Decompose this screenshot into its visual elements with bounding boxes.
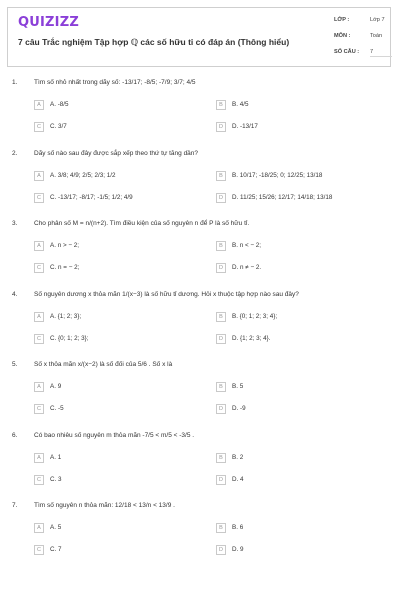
option-letter-box[interactable]: C (34, 404, 44, 414)
meta-count-value: 7 (370, 49, 392, 57)
answer-option-d[interactable] (216, 122, 386, 134)
option-letter-box[interactable]: D (216, 404, 226, 414)
option-letter-box[interactable]: D (216, 263, 226, 273)
answer-option-c[interactable] (34, 545, 204, 557)
question-text: Dãy số nào sau đây được sắp xếp theo thứ tự tăng dần? (34, 149, 199, 157)
option-text: C. 7 (50, 546, 62, 553)
answer-option-d[interactable] (216, 334, 386, 346)
option-letter-box[interactable]: C (34, 545, 44, 555)
option-text: D. 9 (232, 546, 244, 553)
option-text: C. 3/7 (50, 123, 67, 130)
option-letter-box[interactable]: D (216, 193, 226, 203)
answer-option-a[interactable] (34, 453, 204, 465)
option-letter-box[interactable]: A (34, 523, 44, 533)
option-letter-box[interactable]: D (216, 122, 226, 132)
answer-option-b[interactable] (216, 100, 386, 112)
answer-option-c[interactable] (34, 404, 204, 416)
answer-option-b[interactable] (216, 312, 386, 324)
meta-subject-row (334, 30, 392, 46)
option-letter-box[interactable]: B (216, 523, 226, 533)
option-text: A. n > − 2; (50, 242, 80, 249)
answer-option-a[interactable] (34, 382, 204, 394)
question-6 (0, 432, 400, 492)
question-1 (0, 79, 400, 139)
question-number: 3. (12, 220, 18, 227)
question-5 (0, 361, 400, 421)
meta-count-label: SỐ CÂU : (334, 49, 360, 55)
option-text: C. -13/17; -8/17; -1/5; 1/2; 4/9 (50, 193, 133, 201)
answer-option-c[interactable] (34, 263, 204, 275)
option-letter-box[interactable]: A (34, 312, 44, 322)
question-text: Tìm số nhỏ nhất trong dãy số: -13/17; -8/5; -7/9; 3/7; 4/5 (34, 79, 196, 86)
answer-option-b[interactable] (216, 382, 386, 394)
option-text: B. 4/5 (232, 101, 249, 108)
answer-option-d[interactable] (216, 545, 386, 557)
question-4 (0, 291, 400, 351)
option-text: B. 2 (232, 453, 244, 461)
option-text: B. {0; 1; 2; 3; 4}; (232, 312, 278, 320)
answer-option-d[interactable] (216, 404, 386, 416)
option-text: D. {1; 2; 3; 4}. (232, 334, 271, 342)
option-text: B. 6 (232, 524, 244, 531)
option-letter-box[interactable]: A (34, 241, 44, 251)
option-text: C. {0; 1; 2; 3}; (50, 334, 89, 342)
answer-option-a[interactable] (34, 523, 204, 535)
option-letter-box[interactable]: D (216, 334, 226, 344)
option-text: D. 4 (232, 475, 244, 483)
question-number: 4. (12, 290, 18, 298)
question-number: 6. (12, 431, 18, 439)
option-text: A. 5 (50, 524, 62, 531)
option-letter-box[interactable]: C (34, 193, 44, 203)
meta-count-row (334, 46, 392, 62)
meta-subject-label: MÔN : (334, 33, 351, 39)
option-text: A. 9 (50, 383, 62, 390)
question-number: 5. (12, 361, 18, 368)
option-letter-box[interactable]: A (34, 171, 44, 181)
quizizz-logo: QUIZIZZ (18, 15, 79, 30)
answer-option-a[interactable] (34, 171, 204, 183)
option-text: D. n ≠ − 2. (232, 264, 262, 271)
option-letter-box[interactable]: C (34, 475, 44, 485)
answer-option-c[interactable] (34, 475, 204, 487)
answer-option-d[interactable] (216, 475, 386, 487)
option-letter-box[interactable]: A (34, 100, 44, 110)
option-text: B. 5 (232, 383, 244, 390)
option-letter-box[interactable]: A (34, 382, 44, 392)
option-text: B. 10/17; -18/25; 0; 12/25; 13/18 (232, 171, 323, 179)
answer-option-c[interactable] (34, 193, 204, 205)
answer-option-d[interactable] (216, 193, 386, 205)
meta-class-row (334, 14, 392, 30)
question-number: 7. (12, 502, 18, 509)
option-letter-box[interactable]: C (34, 122, 44, 132)
option-letter-box[interactable]: B (216, 382, 226, 392)
option-letter-box[interactable]: C (34, 263, 44, 273)
option-text: A. 3/8; 4/9; 2/5; 2/3; 1/2 (50, 171, 116, 179)
answer-option-c[interactable] (34, 122, 204, 134)
question-2 (0, 150, 400, 210)
option-letter-box[interactable]: A (34, 453, 44, 463)
question-text: Số nguyên dương x thỏa mãn 1/(x−3) là số hữu tỉ dương. Hỏi x thuộc tập hợp nào sau đây? (34, 290, 299, 298)
option-text: B. n < − 2; (232, 242, 262, 249)
option-letter-box[interactable]: B (216, 100, 226, 110)
option-letter-box[interactable]: C (34, 334, 44, 344)
answer-option-b[interactable] (216, 453, 386, 465)
option-text: D. -9 (232, 405, 246, 412)
option-text: A. {1; 2; 3}; (50, 312, 82, 320)
question-text: Tìm số nguyên n thỏa mãn: 12/18 < 13/n < 13/9 . (34, 502, 175, 509)
option-text: A. 1 (50, 453, 62, 461)
meta-class-value: Lớp 7 (370, 17, 385, 23)
question-text: Số x thỏa mãn x/(x−2) là số đối của 5/6 . Số x là (34, 361, 173, 368)
answer-option-c[interactable] (34, 334, 204, 346)
answer-option-b[interactable] (216, 171, 386, 183)
question-7 (0, 502, 400, 562)
option-text: A. -8/5 (50, 101, 69, 108)
question-number: 1. (12, 79, 18, 86)
option-text: D. 11/25; 15/26; 12/17; 14/18; 13/18 (232, 193, 333, 201)
option-letter-box[interactable]: B (216, 453, 226, 463)
option-text: C. 3 (50, 475, 62, 483)
answer-option-d[interactable] (216, 263, 386, 275)
option-letter-box[interactable]: B (216, 171, 226, 181)
answer-option-b[interactable] (216, 241, 386, 253)
option-letter-box[interactable]: D (216, 545, 226, 555)
option-letter-box[interactable]: B (216, 241, 226, 251)
question-text: Cho phân số M = n/(n+2). Tìm điều kiện của số nguyên n để P là số hữu tỉ. (34, 220, 250, 227)
meta-class-label: LỚP : (334, 17, 350, 23)
worksheet-header (7, 7, 391, 67)
option-letter-box[interactable]: B (216, 312, 226, 322)
option-text: C. -5 (50, 405, 64, 412)
question-number: 2. (12, 149, 18, 157)
answer-option-a[interactable] (34, 312, 204, 324)
option-letter-box[interactable]: D (216, 475, 226, 485)
worksheet-meta (334, 14, 392, 62)
answer-option-b[interactable] (216, 523, 386, 535)
option-text: D. -13/17 (232, 123, 258, 130)
question-text: Có bao nhiêu số nguyên m thỏa mãn -7/5 < m/5 < -3/5 . (34, 431, 195, 439)
worksheet-title: 7 câu Trắc nghiệm Tập hợp ℚ các số hữu tỉ có đáp án (Thông hiểu) (18, 37, 290, 47)
answer-option-a[interactable] (34, 241, 204, 253)
meta-subject-value: Toán (370, 33, 383, 39)
answer-option-a[interactable] (34, 100, 204, 112)
question-3 (0, 220, 400, 280)
option-text: C. n = − 2; (50, 264, 80, 271)
